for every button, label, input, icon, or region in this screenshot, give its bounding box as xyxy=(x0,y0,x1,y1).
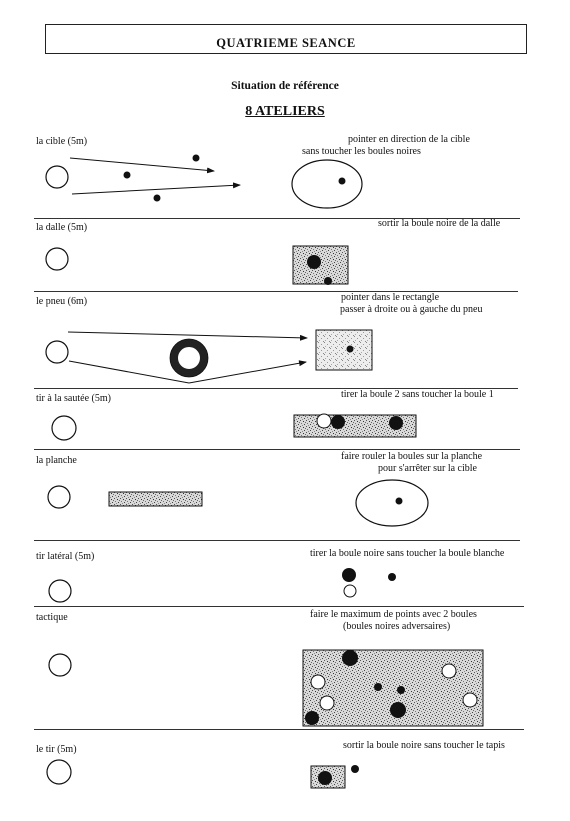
atelier-3-name: le pneu (6m) xyxy=(36,296,88,307)
arrow-2 xyxy=(72,185,240,194)
player-circle xyxy=(46,341,68,363)
white-ball xyxy=(311,675,325,689)
atelier-6-instruction-1: tirer la boule noire sans toucher la boule blanche xyxy=(310,548,505,559)
target-ellipse xyxy=(356,480,428,526)
player-circle xyxy=(46,248,68,270)
black-ball xyxy=(318,771,332,785)
diagram-tir-a-la-sautee xyxy=(52,414,416,440)
jack xyxy=(351,765,359,773)
target-rectangle xyxy=(316,330,372,370)
atelier-1-instruction-2: sans toucher les boules noires xyxy=(302,146,421,157)
black-ball xyxy=(307,255,321,269)
white-ball xyxy=(463,693,477,707)
page-title: QUATRIEME SEANCE xyxy=(216,36,356,50)
player-circle xyxy=(48,486,70,508)
tyre xyxy=(174,343,204,373)
diagram-la-cible xyxy=(46,155,362,209)
atelier-2-instruction-1: sortir la boule noire de la dalle xyxy=(378,218,501,229)
slab xyxy=(293,246,348,284)
black-ball xyxy=(390,702,406,718)
subtitle: Situation de référence xyxy=(231,80,339,92)
jack xyxy=(397,686,405,694)
atelier-4-name: tir à la sautée (5m) xyxy=(36,393,111,404)
diagram-le-tir xyxy=(47,760,359,788)
black-ball xyxy=(342,650,358,666)
white-ball xyxy=(320,696,334,710)
diagram-la-planche xyxy=(48,480,428,526)
jack xyxy=(396,498,403,505)
atelier-1-instruction-1: pointer en direction de la cible xyxy=(348,134,470,145)
section-heading: 8 ATELIERS xyxy=(245,104,325,119)
atelier-1-name: la cible (5m) xyxy=(36,136,88,147)
atelier-8-instruction-1: sortir la boule noire sans toucher le tapis xyxy=(343,740,505,751)
black-ball xyxy=(193,155,200,162)
black-ball xyxy=(154,195,161,202)
atelier-3-instruction-1: pointer dans le rectangle xyxy=(341,292,440,303)
diagram-le-pneu xyxy=(46,330,372,383)
black-ball xyxy=(342,568,356,582)
white-ball xyxy=(317,414,331,428)
black-ball-1 xyxy=(331,415,345,429)
jack xyxy=(388,573,396,581)
atelier-7-name: tactique xyxy=(36,612,68,623)
player-circle xyxy=(49,580,71,602)
atelier-7-instruction-2: (boules noires adversaires) xyxy=(343,621,451,632)
atelier-6-name: tir latéral (5m) xyxy=(36,551,95,562)
black-ball-2 xyxy=(389,416,403,430)
diagram-tir-lateral xyxy=(49,568,396,602)
atelier-5-name: la planche xyxy=(36,455,77,466)
atelier-7-instruction-1: faire le maximum de points avec 2 boules xyxy=(310,609,477,620)
target-jack xyxy=(339,178,346,185)
atelier-4-instruction-1: tirer la boule 2 sans toucher la boule 1 xyxy=(341,389,494,400)
jack xyxy=(374,683,382,691)
atelier-2-name: la dalle (5m) xyxy=(36,222,88,233)
player-circle xyxy=(52,416,76,440)
atelier-8-name: le tir (5m) xyxy=(36,744,77,755)
atelier-5-instruction-2: pour s'arrêter sur la cible xyxy=(378,463,477,474)
diagram-tactique xyxy=(49,650,483,726)
black-ball xyxy=(305,711,319,725)
player-circle xyxy=(46,166,68,188)
atelier-3-instruction-2: passer à droite ou à gauche du pneu xyxy=(340,304,483,315)
arrow-1 xyxy=(70,158,214,171)
atelier-5-instruction-1: faire rouler la boules sur la planche xyxy=(341,451,483,462)
white-ball xyxy=(442,664,456,678)
white-ball xyxy=(344,585,356,597)
arrow-1 xyxy=(68,332,307,338)
player-circle xyxy=(47,760,71,784)
diagram-la-dalle xyxy=(46,246,348,285)
player-circle xyxy=(49,654,71,676)
plank xyxy=(109,492,202,506)
jack xyxy=(347,346,354,353)
target-ellipse xyxy=(292,160,362,208)
black-ball xyxy=(124,172,131,179)
black-ball xyxy=(324,277,332,285)
